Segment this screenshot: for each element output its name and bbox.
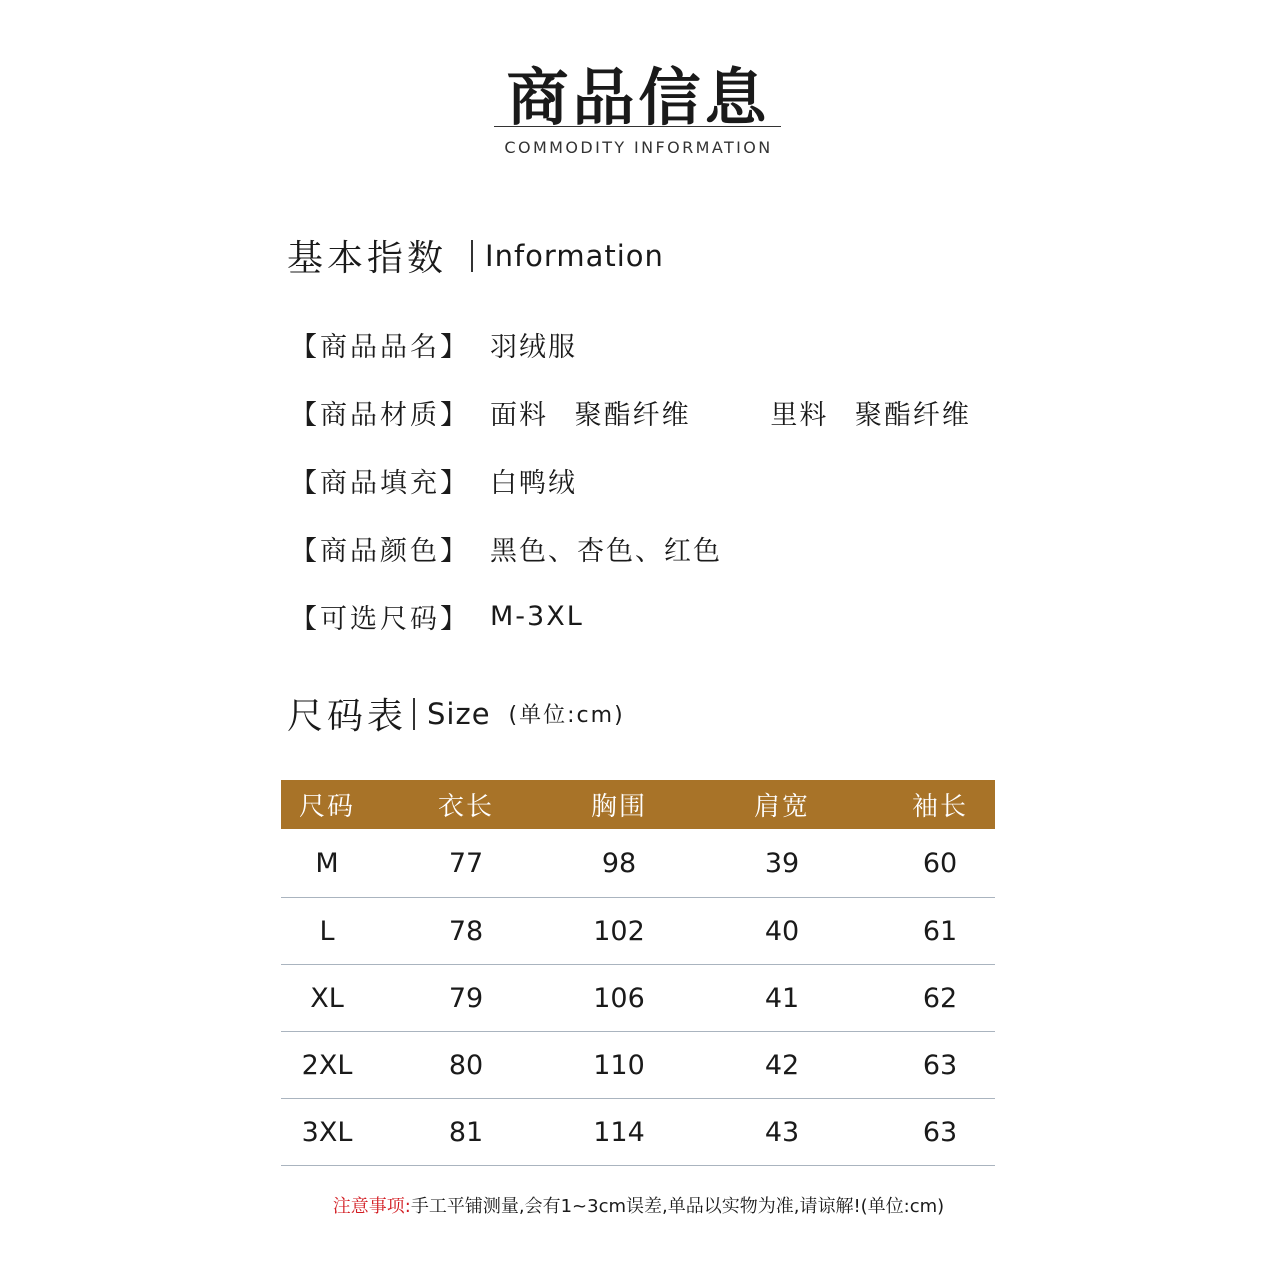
table-cell: 78 xyxy=(448,915,484,947)
table-cell: 2XL xyxy=(301,1049,353,1081)
size-chart-title-en: Size xyxy=(427,696,491,731)
table-row xyxy=(281,829,995,898)
table-cell: 77 xyxy=(448,847,484,879)
table-cell: 81 xyxy=(448,1116,484,1148)
info-label: 【可选尺码】 xyxy=(290,604,470,635)
note-text: 手工平铺测量,会有1~3cm误差,单品以实物为准,请谅解!(单位:cm) xyxy=(410,1196,945,1217)
size-chart-unit: (单位:cm) xyxy=(508,703,625,728)
info-row-material xyxy=(290,393,971,432)
title-divider xyxy=(494,126,781,127)
info-row-filling xyxy=(290,461,577,500)
basic-info-heading xyxy=(287,230,664,281)
table-cell: 42 xyxy=(764,1049,800,1081)
info-row-sizes xyxy=(290,597,584,636)
info-label: 【商品填充】 xyxy=(290,468,470,499)
table-cell: 79 xyxy=(448,982,484,1014)
table-cell: 98 xyxy=(601,847,637,879)
info-value: 黑色、杏色、红色 xyxy=(490,536,722,567)
table-row xyxy=(281,1099,995,1166)
table-cell: M xyxy=(315,847,339,879)
info-value: 羽绒服 xyxy=(490,332,577,363)
header-cell-sleeve: 袖长 xyxy=(911,792,968,822)
page-subtitle: COMMODITY INFORMATION xyxy=(504,138,773,157)
table-cell: XL xyxy=(310,982,344,1014)
table-cell: 106 xyxy=(593,982,645,1014)
page-title: 商品信息 xyxy=(506,61,771,134)
table-cell: 62 xyxy=(922,982,958,1014)
measurement-note xyxy=(0,1192,1277,1218)
note-label: 注意事项: xyxy=(332,1196,411,1217)
table-cell: 41 xyxy=(764,982,800,1014)
header-cell-size: 尺码 xyxy=(298,792,355,822)
table-row xyxy=(281,898,995,965)
info-label: 【商品材质】 xyxy=(290,400,470,431)
size-chart-title-zh: 尺码表 xyxy=(287,696,408,737)
header-cell-length: 衣长 xyxy=(437,792,494,822)
table-cell: 102 xyxy=(593,915,645,947)
table-cell: 63 xyxy=(922,1049,958,1081)
table-cell: 80 xyxy=(448,1049,484,1081)
header-cell-shoulder: 肩宽 xyxy=(753,792,810,822)
table-cell: 114 xyxy=(593,1116,645,1148)
header-cell-chest: 胸围 xyxy=(590,792,647,822)
info-row-name xyxy=(290,325,577,364)
table-cell: 63 xyxy=(922,1116,958,1148)
info-value: 面料 聚酯纤维 里料 聚酯纤维 xyxy=(490,400,971,431)
size-chart-heading xyxy=(287,688,625,739)
info-label: 【商品颜色】 xyxy=(290,536,470,567)
table-cell: 110 xyxy=(593,1049,645,1081)
table-row xyxy=(281,1032,995,1099)
info-value: M-3XL xyxy=(490,601,584,632)
table-cell: 61 xyxy=(922,915,958,947)
table-cell: L xyxy=(319,915,335,947)
table-header xyxy=(281,780,995,829)
info-row-colors xyxy=(290,529,722,568)
table-cell: 60 xyxy=(922,847,958,879)
table-cell: 3XL xyxy=(301,1116,353,1148)
table-row xyxy=(281,965,995,1032)
basic-info-title-en: Information xyxy=(485,238,664,273)
size-table xyxy=(281,780,995,1166)
table-cell: 43 xyxy=(764,1116,800,1148)
basic-info-title-zh: 基本指数 xyxy=(287,238,448,279)
info-label: 【商品品名】 xyxy=(290,332,470,363)
heading-divider xyxy=(413,698,415,730)
info-value: 白鸭绒 xyxy=(490,468,577,499)
table-cell: 40 xyxy=(764,915,800,947)
table-cell: 39 xyxy=(764,847,800,879)
heading-divider xyxy=(471,240,473,272)
